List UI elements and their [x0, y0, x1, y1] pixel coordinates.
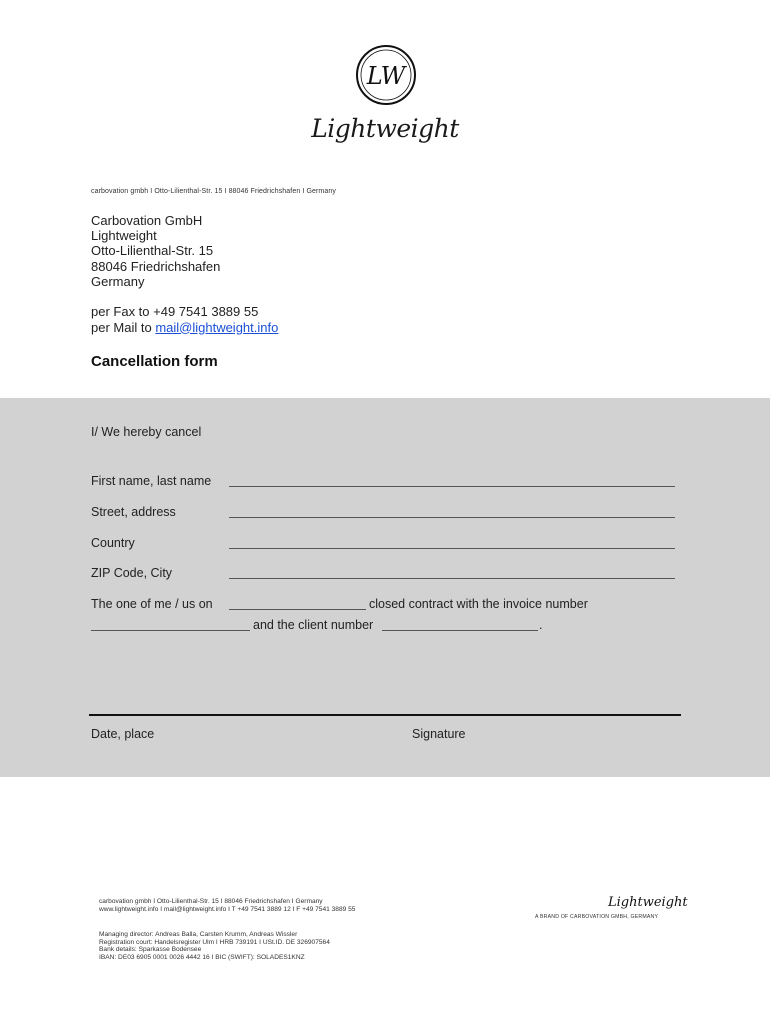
fax-line: per Fax to +49 7541 3889 55 [91, 304, 259, 319]
footer-line: carbovation gmbh I Otto-Lilienthal-Str. 15 I 88046 Friedrichshafen I Germany [99, 898, 323, 905]
address-line: Otto-Lilienthal-Str. 15 [91, 243, 214, 259]
contact-block [91, 304, 278, 335]
mail-link[interactable]: mail@lightweight.info [155, 319, 279, 335]
signature-label: Signature [412, 727, 466, 741]
name-field[interactable] [229, 486, 675, 487]
logo-monogram [355, 44, 417, 106]
field-label-zip: ZIP Code, City [91, 566, 173, 580]
client-end: . [539, 618, 543, 632]
monogram-emblem-icon [355, 44, 417, 106]
client-middle: and the client number [253, 618, 374, 632]
address-line: Germany [91, 273, 145, 289]
footer-line: Bank details: Sparkasse Bodensee [99, 946, 202, 954]
logo-wordmark: Lightweight [311, 114, 459, 143]
address-line: Lightweight [91, 228, 157, 244]
date-place-label: Date, place [91, 727, 155, 741]
mail-line [91, 320, 278, 336]
footer-logo: Lightweight [608, 895, 688, 910]
footer-line: www.lightweight.info I mail@lightweight.info I T +49 7541 3889 12 I F +49 7541 3889 55 [99, 905, 356, 913]
address-line: 88046 Friedrichshafen [91, 258, 221, 274]
footer-line: IBAN: DE03 6905 0001 0026 4442 16 I BIC (SWIFT): SOLADES1KNZ [99, 953, 305, 961]
form-title: Cancellation form [91, 353, 218, 370]
footer-company-details [99, 931, 330, 961]
street-field[interactable] [229, 517, 675, 518]
contract-middle: closed contract with the invoice number [369, 597, 588, 611]
signature-rule [89, 714, 681, 716]
recipient-address [91, 213, 220, 289]
mail-prefix: per Mail to [91, 319, 156, 335]
form-area [0, 398, 770, 777]
monogram-text: LW [366, 62, 406, 90]
field-label-country: Country [91, 536, 135, 550]
address-line: Carbovation GmbH [91, 213, 203, 228]
client-number-field[interactable] [382, 630, 538, 631]
field-label-street: Street, address [91, 505, 176, 519]
invoice-number-field[interactable] [91, 630, 250, 631]
country-field[interactable] [229, 548, 675, 549]
footer-line: Managing director: Andreas Balla, Carsten Krumm, Andreas Wissler [99, 931, 298, 938]
contract-date-field[interactable] [229, 609, 366, 610]
footer-address [99, 898, 355, 913]
contract-prefix: The one of me / us on [91, 597, 213, 611]
footer-line: Registration court: Handelsregister Ulm I HRB 739191 I USt.ID. DE 326907564 [99, 938, 330, 946]
sender-line: carbovation gmbh I Otto-Lilienthal-Str. 15 I 88046 Friedrichshafen I Germany [91, 188, 336, 195]
intro-text: I/ We hereby cancel [91, 425, 202, 439]
footer-brand: A BRAND OF CARBOVATION GMBH, GERMANY [535, 914, 659, 920]
zip-city-field[interactable] [229, 578, 675, 579]
field-label-name: First name, last name [91, 474, 212, 488]
